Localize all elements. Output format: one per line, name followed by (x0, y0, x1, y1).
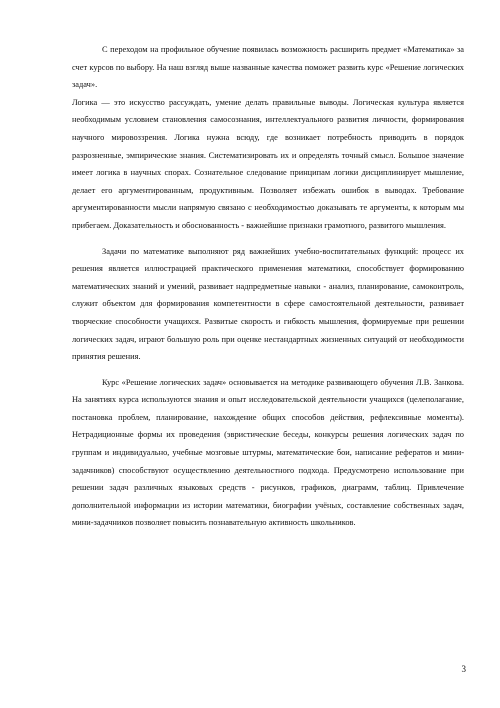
paragraph-tasks: Задачи по математике выполняют ряд важнейших учебно-воспитательных функций: процесс их решения является иллюстрацией практического применения математики, способствует формированию математических знаний и умений, развивает надпредметные навыки - анализ, планирование, самоконтроль, служит объектом для формирования компетентности в сфере самостоятельной деятельности, развивает творческие способности учащихся. Развитые скорость и гибкость мышления, формируемые при решении логических задач, играют большую роль при оценке нестандартных жизненных ситуаций от необходимости принятия решения. (72, 246, 464, 362)
paragraph-intro: С переходом на профильное обучение появилась возможность расширить предмет «Математика» за счет курсов по выбору. На наш взгляд выше названные качества поможет развить курс «Решение логических задач». (72, 45, 464, 90)
paragraph-course: Курс «Решение логических задач» основывается на методике развивающего обучения Л.В. Занкова. На занятиях курса используются знания и опыт исследовательской деятельности учащихся (целеполагание, постановка проблем, планирование, нахождение общих способов действия, рефлексивные моменты). Нетрадиционные формы их проведения (эвристические беседы, конкурсы решения логических задач по группам и индивидуально, учебные мозговые штурмы, математические бои, написание рефератов и мини-задачников) способствуют осуществлению деятельностного подхода. Предусмотрено использование при решении задач различных языковых средств - рисунков, графиков, диаграмм, таблиц. Привлечение дополнительной информации из истории математики, биографии учёных, составление собственных задач, мини-задачников позволяет повысить познавательную активность школьников. (72, 377, 464, 528)
paragraph-logic: Логика — это искусство рассуждать, умение делать правильные выводы. Логическая культура является необходимым условием становления самосознания, интеллектуального развития личности, формирования научного мировоззрения. Логика нужна всюду, где возникает потребность приводить в порядок разрозненные, эмпирические знания. Систематизировать их и определять точный смысл. Большое значение имеет логика в научных спорах. Сознательное следование принципам логики дисциплинирует мышление, делает его аргументированным, продуктивным. Позволяет избежать ошибок в выводах. Требование аргументированности мысли напрямую связано с необходимостью доказывать те аргументы, к которым мы прибегаем. Доказательность и обоснованность - важнейшие признаки грамотного, развитого мышления. (72, 97, 464, 230)
page-number: 3 (461, 664, 466, 674)
body-text (72, 41, 464, 532)
